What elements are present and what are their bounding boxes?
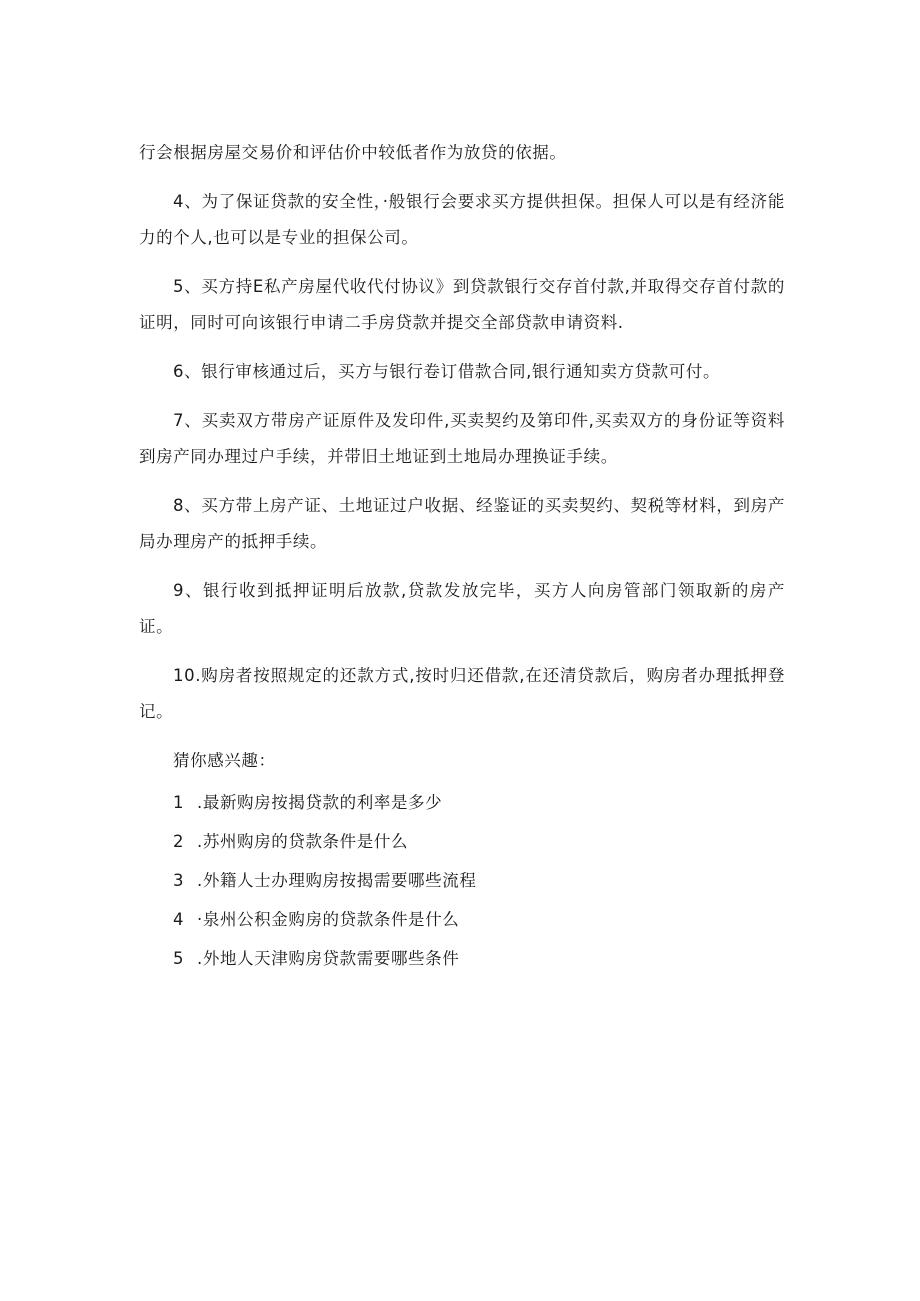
related-list-item[interactable] <box>139 863 785 899</box>
related-item-text: .苏州购房的贷款条件是什么 <box>197 832 409 851</box>
related-item-number: 1 <box>173 793 185 812</box>
related-list <box>139 785 785 977</box>
related-item-number: 2 <box>173 832 185 851</box>
related-list-item[interactable] <box>139 785 785 821</box>
paragraph-step-5: 5、买方持E私产房屋代收代付协议》到贷款银行交存首付款,并取得交存首付款的证明，同时可向该银行申请二手房贷款并提交全部贷款申请资料. <box>139 277 785 332</box>
paragraph-step-9: 9、银行收到抵押证明后放款,贷款发放完毕，买方人向房管部门领取新的房产证。 <box>139 581 785 636</box>
related-heading: 猜你感兴趣： <box>173 751 276 770</box>
paragraph-step-10: 10.购房者按照规定的还款方式,按时归还借款,在还清贷款后，购房者办理抵押登记。 <box>139 666 785 721</box>
related-item-text: .最新购房按揭贷款的利率是多少 <box>197 793 443 812</box>
related-item-text: .外籍人士办理购房按揭需要哪些流程 <box>197 871 477 890</box>
related-list-item[interactable] <box>139 941 785 977</box>
paragraph-step-7: 7、买卖双方带房产证原件及发印件,买卖契约及第印件,买卖双方的身份证等资料到房产同办理过户手续，并带旧土地证到土地局办理换证手续。 <box>139 411 785 466</box>
related-list-item[interactable] <box>139 902 785 938</box>
related-item-number: 3 <box>173 871 185 890</box>
related-item-number: 5 <box>173 949 185 968</box>
related-item-text: ·泉州公积金购房的贷款条件是什么 <box>197 910 460 929</box>
document-body <box>139 135 785 980</box>
paragraph-step-8: 8、买方带上房产证、土地证过户收据、经鉴证的买卖契约、契税等材料，到房产局办理房产的抵押手续。 <box>139 496 785 551</box>
paragraph-continuation: 行会根据房屋交易价和评估价中较低者作为放贷的依据。 <box>139 143 567 162</box>
paragraph-step-6: 6、银行审核通过后，买方与银行卷订借款合同,银行通知卖方贷款可付。 <box>173 362 721 381</box>
related-item-text: .外地人天津购房贷款需要哪些条件 <box>197 949 460 968</box>
related-item-number: 4 <box>173 910 185 929</box>
related-list-item[interactable] <box>139 824 785 860</box>
paragraph-step-4: 4、为了保证贷款的安全性，·般银行会要求买方提供担保。担保人可以是有经济能力的个人,也可以是专业的担保公司。 <box>139 192 785 247</box>
